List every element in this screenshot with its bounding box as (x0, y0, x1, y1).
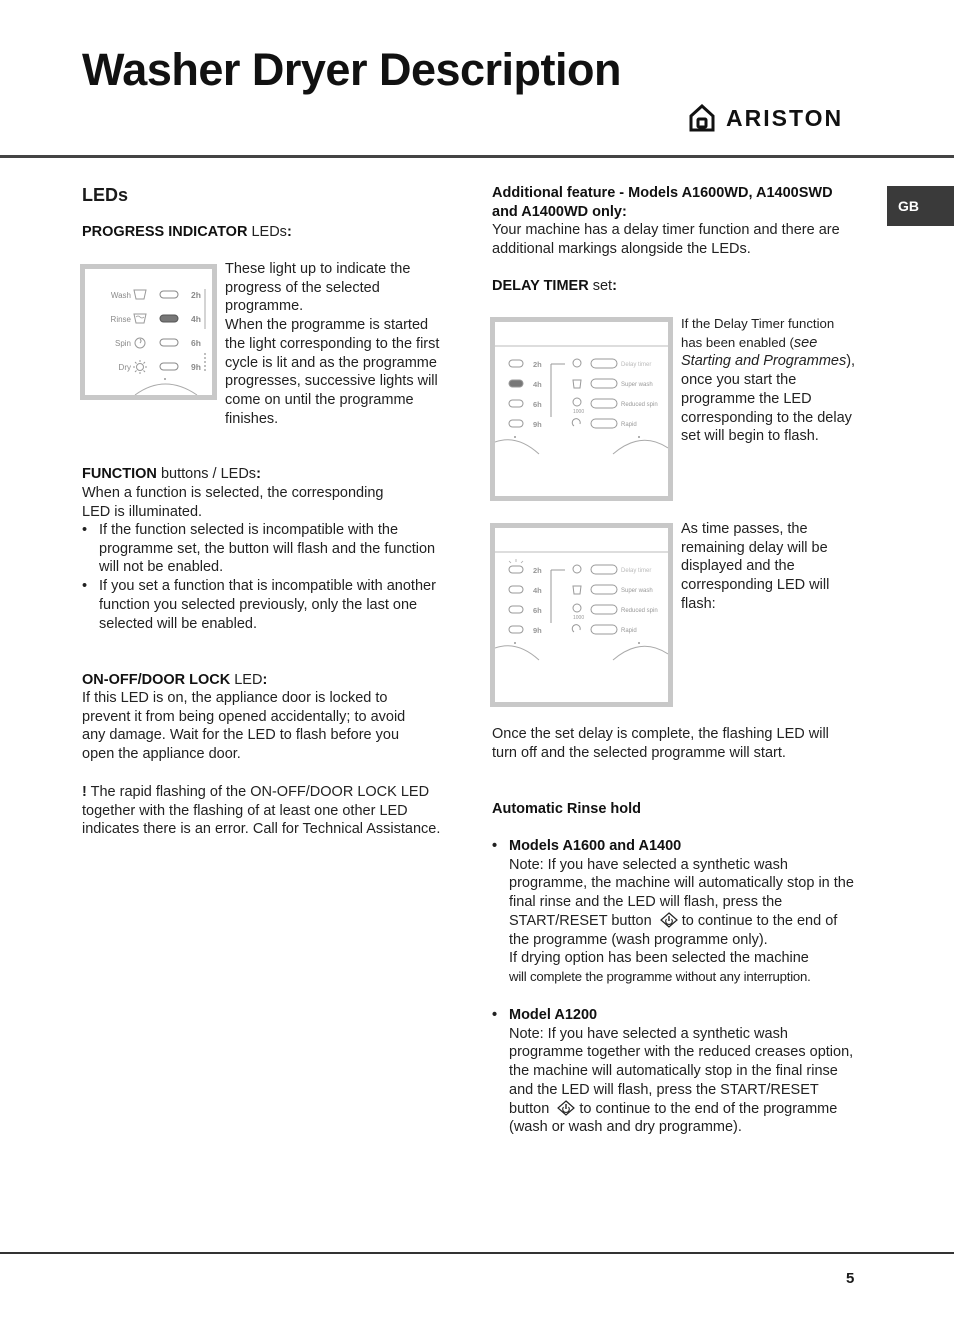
function-label: Reduced spin (621, 608, 658, 614)
delay-timer-label (492, 277, 617, 296)
led-9h (509, 626, 523, 633)
delay-text-reference: see Starting and Programmes (681, 334, 847, 370)
led-2h-flashing (509, 566, 523, 573)
function-label: Super wash (621, 588, 653, 594)
function-label-rest: buttons / LEDs (156, 466, 257, 482)
progress-row-label: Dry (118, 363, 131, 372)
spin-icon (573, 604, 581, 612)
spin-speed: 1000 (573, 409, 585, 415)
led-4h-lit (509, 380, 523, 387)
time-label: 2h (533, 360, 542, 369)
progress-indicator-text: These light up to indicate the progress of the selected programme. When the programme is started the light corresponding to the first cycle is lit and as the programme progresses, successive lights will come on until the programme finishes. (225, 261, 440, 427)
led-6h (509, 400, 523, 407)
wash-tub-icon (134, 290, 146, 299)
shirt-icon (573, 586, 581, 594)
door-lock-label-rest: LED (230, 672, 263, 688)
time-label: 9h (533, 420, 542, 429)
function-label: Rapid (621, 628, 637, 634)
function-intro: When a function is selected, the corresponding LED is illuminated. (82, 485, 384, 520)
progress-row-label: Spin (114, 339, 131, 348)
delay-text-end: ), once you start the programme the LED corresponding to the delay set will begin to flash. (681, 353, 856, 445)
model-1-note-c: If drying option has been selected the machine (509, 950, 809, 967)
rapid-icon (572, 419, 580, 426)
model-1-note-a: Note: If you have selected a synthetic wash programme, the machine will automatically stop in the final rinse and the LED will flash, press the START/RESET button (509, 856, 854, 929)
clock-icon (573, 565, 581, 573)
function-label: Delay timer (621, 568, 652, 574)
rinse-hold-model-2: • Model A1200 Note: If you have selected a synthetic wash programme together with the reduced creases option, the machine will automatically stop in the final rinse and the LED will flash, press the START/RESET button to continue to the end of the programme (wash or wash and dry programme). (492, 1007, 854, 1136)
progress-led-diagram (85, 269, 212, 395)
warning-mark: ! (82, 784, 87, 800)
function-label: Reduced spin (621, 402, 658, 408)
house-logo-icon (688, 104, 716, 132)
time-label: 4h (191, 314, 201, 324)
time-label: 9h (533, 626, 542, 635)
time-label: 2h (533, 566, 542, 575)
time-label: 4h (533, 380, 542, 389)
time-label: 4h (533, 586, 542, 595)
flash-rays (509, 559, 523, 563)
leds-heading: LEDs (82, 185, 129, 205)
footer-divider (0, 1252, 954, 1254)
led-2h (509, 360, 523, 367)
header-divider (0, 155, 954, 158)
led-rinse-lit (160, 315, 178, 322)
progress-indicator-label (82, 223, 292, 242)
led-9h (509, 420, 523, 427)
brand-name: ARISTON (726, 104, 844, 131)
function-label: Rapid (621, 422, 637, 428)
delay-timer-text (681, 315, 859, 446)
model-1-title: Models A1600 and A1400 (509, 838, 682, 854)
progress-label-bold: PROGRESS INDICATOR (82, 224, 248, 240)
brand-logo (688, 104, 843, 132)
time-label: 9h (191, 362, 201, 372)
led-4h (509, 586, 523, 593)
time-label: 6h (533, 606, 542, 615)
delay-label-bold: DELAY TIMER (492, 278, 589, 294)
start-reset-icon (557, 1100, 575, 1116)
warning-text: The rapid flashing of the ON-OFF/DOOR LOCK LED together with the flashing of at least one other LED indicates there is an error. Call for Technical Assistance. (82, 784, 441, 838)
additional-feature-heading: Additional feature - Models A1600WD, A1400SWD and A1400WD only: (492, 185, 833, 220)
rinse-hold-model-1: • Models A1600 and A1400 Note: If you have selected a synthetic wash programme, the machine will automatically stop in the final rinse and the LED will flash, press the START/RESET button to continue to the end of the programme (wash programme only). If drying option has been selected the machine will complete the programme without any interruption. (492, 837, 857, 987)
list-item: • If you set a function that is incompatible with another function you selected previously, only the last one selected will be enabled. (82, 577, 440, 633)
function-label-colon: : (256, 466, 261, 482)
function-bullet-list (82, 521, 440, 633)
delay-led-diagram-1 (495, 322, 668, 496)
rinse-hold-heading: Automatic Rinse hold (492, 801, 642, 817)
error-warning (82, 783, 442, 839)
model-2-title: Model A1200 (509, 1007, 598, 1023)
door-lock-text: If this LED is on, the appliance door is locked to prevent it from being opened accidentally; to avoid any damage. Wait for the LED to flash before you open the appliance door. (82, 690, 406, 763)
led-wash (160, 291, 178, 298)
function-label: Super wash (621, 382, 653, 388)
start-reset-icon (660, 912, 678, 928)
led-spin (160, 339, 178, 346)
model-2-note-b: to continue to the end of the programme (wash or wash and dry programme). (509, 1100, 838, 1136)
led-6h (509, 606, 523, 613)
dial-arc (135, 384, 197, 395)
delay-panel-2 (490, 523, 673, 707)
progress-led-panel (80, 264, 217, 400)
time-label: 6h (533, 400, 542, 409)
time-label: 6h (191, 338, 201, 348)
clock-icon (573, 359, 581, 367)
door-lock-label-bold: ON-OFF/DOOR LOCK (82, 672, 231, 688)
progress-label-rest: LEDs (247, 224, 287, 240)
time-label: 2h (191, 290, 201, 300)
rinse-tub-icon (134, 314, 146, 323)
door-lock-label (82, 671, 267, 690)
delay-panel-1 (490, 317, 673, 501)
delay-countdown-text: As time passes, the remaining delay will be displayed and the corresponding LED will flash: (681, 521, 830, 612)
progress-row-label: Rinse (110, 315, 131, 324)
function-label: Delay timer (621, 362, 652, 368)
delay-text-start: If the Delay Timer function has been enabled ( (681, 316, 835, 350)
delay-label-colon: : (612, 278, 617, 294)
function-label (82, 465, 261, 484)
model-2-note-a: Note: If you have selected a synthetic wash programme together with the reduced creases option, the machine will automatically stop in the final rinse and the LED will flash, press the START/RESET button (509, 1025, 854, 1117)
delay-complete-text: Once the set delay is complete, the flashing LED will turn off and the selected programme will start. (492, 726, 829, 761)
page-number: 5 (846, 1270, 855, 1287)
model-1-note-b: to continue to the end of the programme (wash programme only). (509, 912, 838, 948)
delay-led-diagram-2 (495, 528, 668, 702)
shirt-icon (573, 380, 581, 388)
list-item: • If the function selected is incompatible with the programme set, the button will flash and the function will not be enabled. (82, 521, 440, 577)
progress-row-label: Wash (110, 291, 131, 300)
additional-feature-text: Your machine has a delay timer function and there are additional markings alongside the LEDs. (492, 222, 840, 257)
model-1-note-d: will complete the programme without any interruption. (509, 968, 811, 984)
language-tab: GB (887, 186, 954, 226)
led-dry (160, 363, 178, 370)
spin-speed: 1000 (573, 615, 585, 621)
spin-icon (573, 398, 581, 406)
delay-label-rest: set (588, 278, 613, 294)
function-label-bold: FUNCTION (82, 466, 157, 482)
dry-sun-icon (133, 360, 147, 374)
progress-label-colon: : (286, 224, 292, 240)
door-lock-label-colon: : (262, 672, 268, 688)
rapid-icon (572, 625, 580, 632)
page-title: Washer Dryer Description (82, 44, 622, 95)
